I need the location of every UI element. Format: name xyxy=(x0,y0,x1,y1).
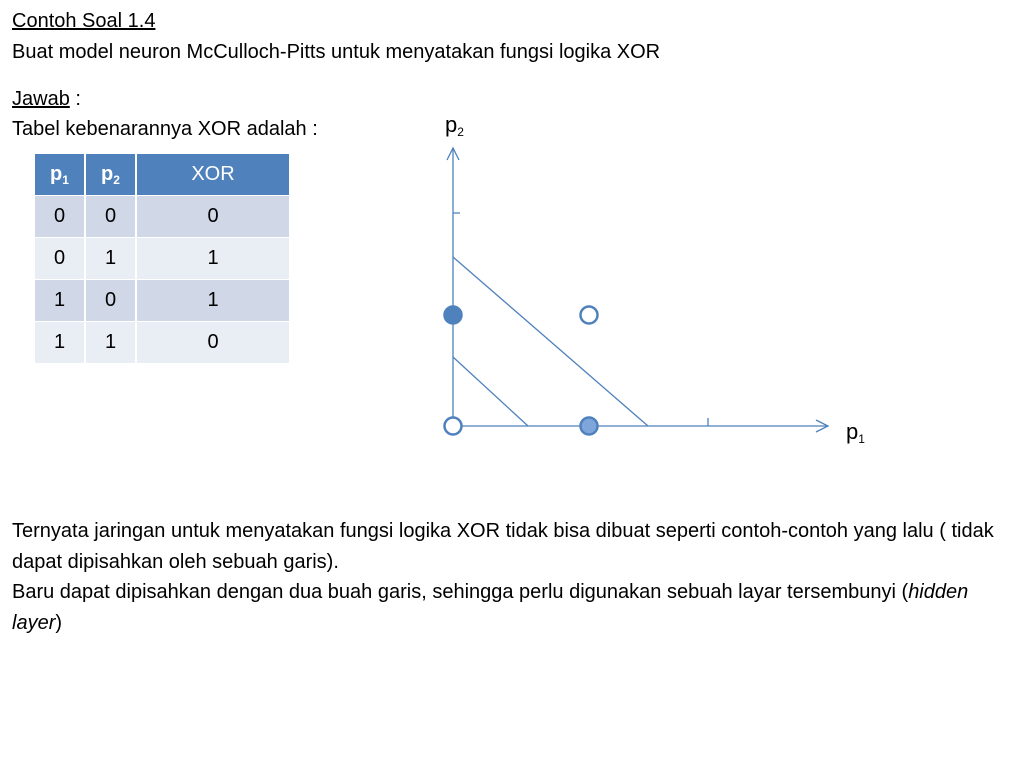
point-p1-1-p2-1 xyxy=(581,307,598,324)
separating-line-lower xyxy=(453,357,528,426)
xor-truth-table xyxy=(35,154,291,364)
point-p1-1-p2-0 xyxy=(581,418,598,435)
answer-heading xyxy=(12,84,81,114)
cell-p2: 0 xyxy=(85,196,136,238)
conclusion-paragraph-1: Ternyata jaringan untuk menyatakan fungsi logika XOR tidak bisa dibuat seperti contoh-contoh yang lalu ( tidak dapat dipisahkan oleh sebuah garis). xyxy=(12,520,994,573)
x-axis-label: $p_1$ xyxy=(846,419,865,446)
cell-p2: 1 xyxy=(85,238,136,280)
table-row xyxy=(35,280,290,322)
table-row xyxy=(35,196,290,238)
table-intro: Tabel kebenarannya XOR adalah : xyxy=(12,118,318,140)
table-row xyxy=(35,322,290,364)
xor-point-diagram xyxy=(400,110,840,450)
table-row xyxy=(35,238,290,280)
cell-p2: 0 xyxy=(85,280,136,322)
header-xor: XOR xyxy=(136,154,290,196)
answer-label: Jawab xyxy=(12,88,70,110)
problem-statement: Buat model neuron McCulloch-Pitts untuk menyatakan fungsi logika XOR xyxy=(12,41,661,63)
cell-p1: 1 xyxy=(35,322,85,364)
point-p1-0-p2-1 xyxy=(445,307,462,324)
cell-xor: 0 xyxy=(136,196,290,238)
hidden-layer-term: hidden layer xyxy=(12,581,969,634)
header-p1: $p_1$ xyxy=(35,154,85,196)
y-axis-label: $p_2$ xyxy=(445,112,464,139)
table-header-row xyxy=(35,154,290,196)
cell-xor: 1 xyxy=(136,280,290,322)
cell-p1: 1 xyxy=(35,280,85,322)
cell-p1: 0 xyxy=(35,238,85,280)
answer-colon: : xyxy=(69,88,81,110)
header-p2: $p_2$ xyxy=(85,154,136,196)
cell-xor: 1 xyxy=(136,238,290,280)
cell-p2: 1 xyxy=(85,322,136,364)
separating-line-upper xyxy=(453,257,648,426)
example-title: Contoh Soal 1.4 xyxy=(12,10,156,32)
cell-xor: 0 xyxy=(136,322,290,364)
point-p1-0-p2-0 xyxy=(445,418,462,435)
cell-p1: 0 xyxy=(35,196,85,238)
conclusion-paragraph-2: Baru dapat dipisahkan dengan dua buah garis, sehingga perlu digunakan sebuah layar tersembunyi (hidden layer) xyxy=(12,581,969,634)
